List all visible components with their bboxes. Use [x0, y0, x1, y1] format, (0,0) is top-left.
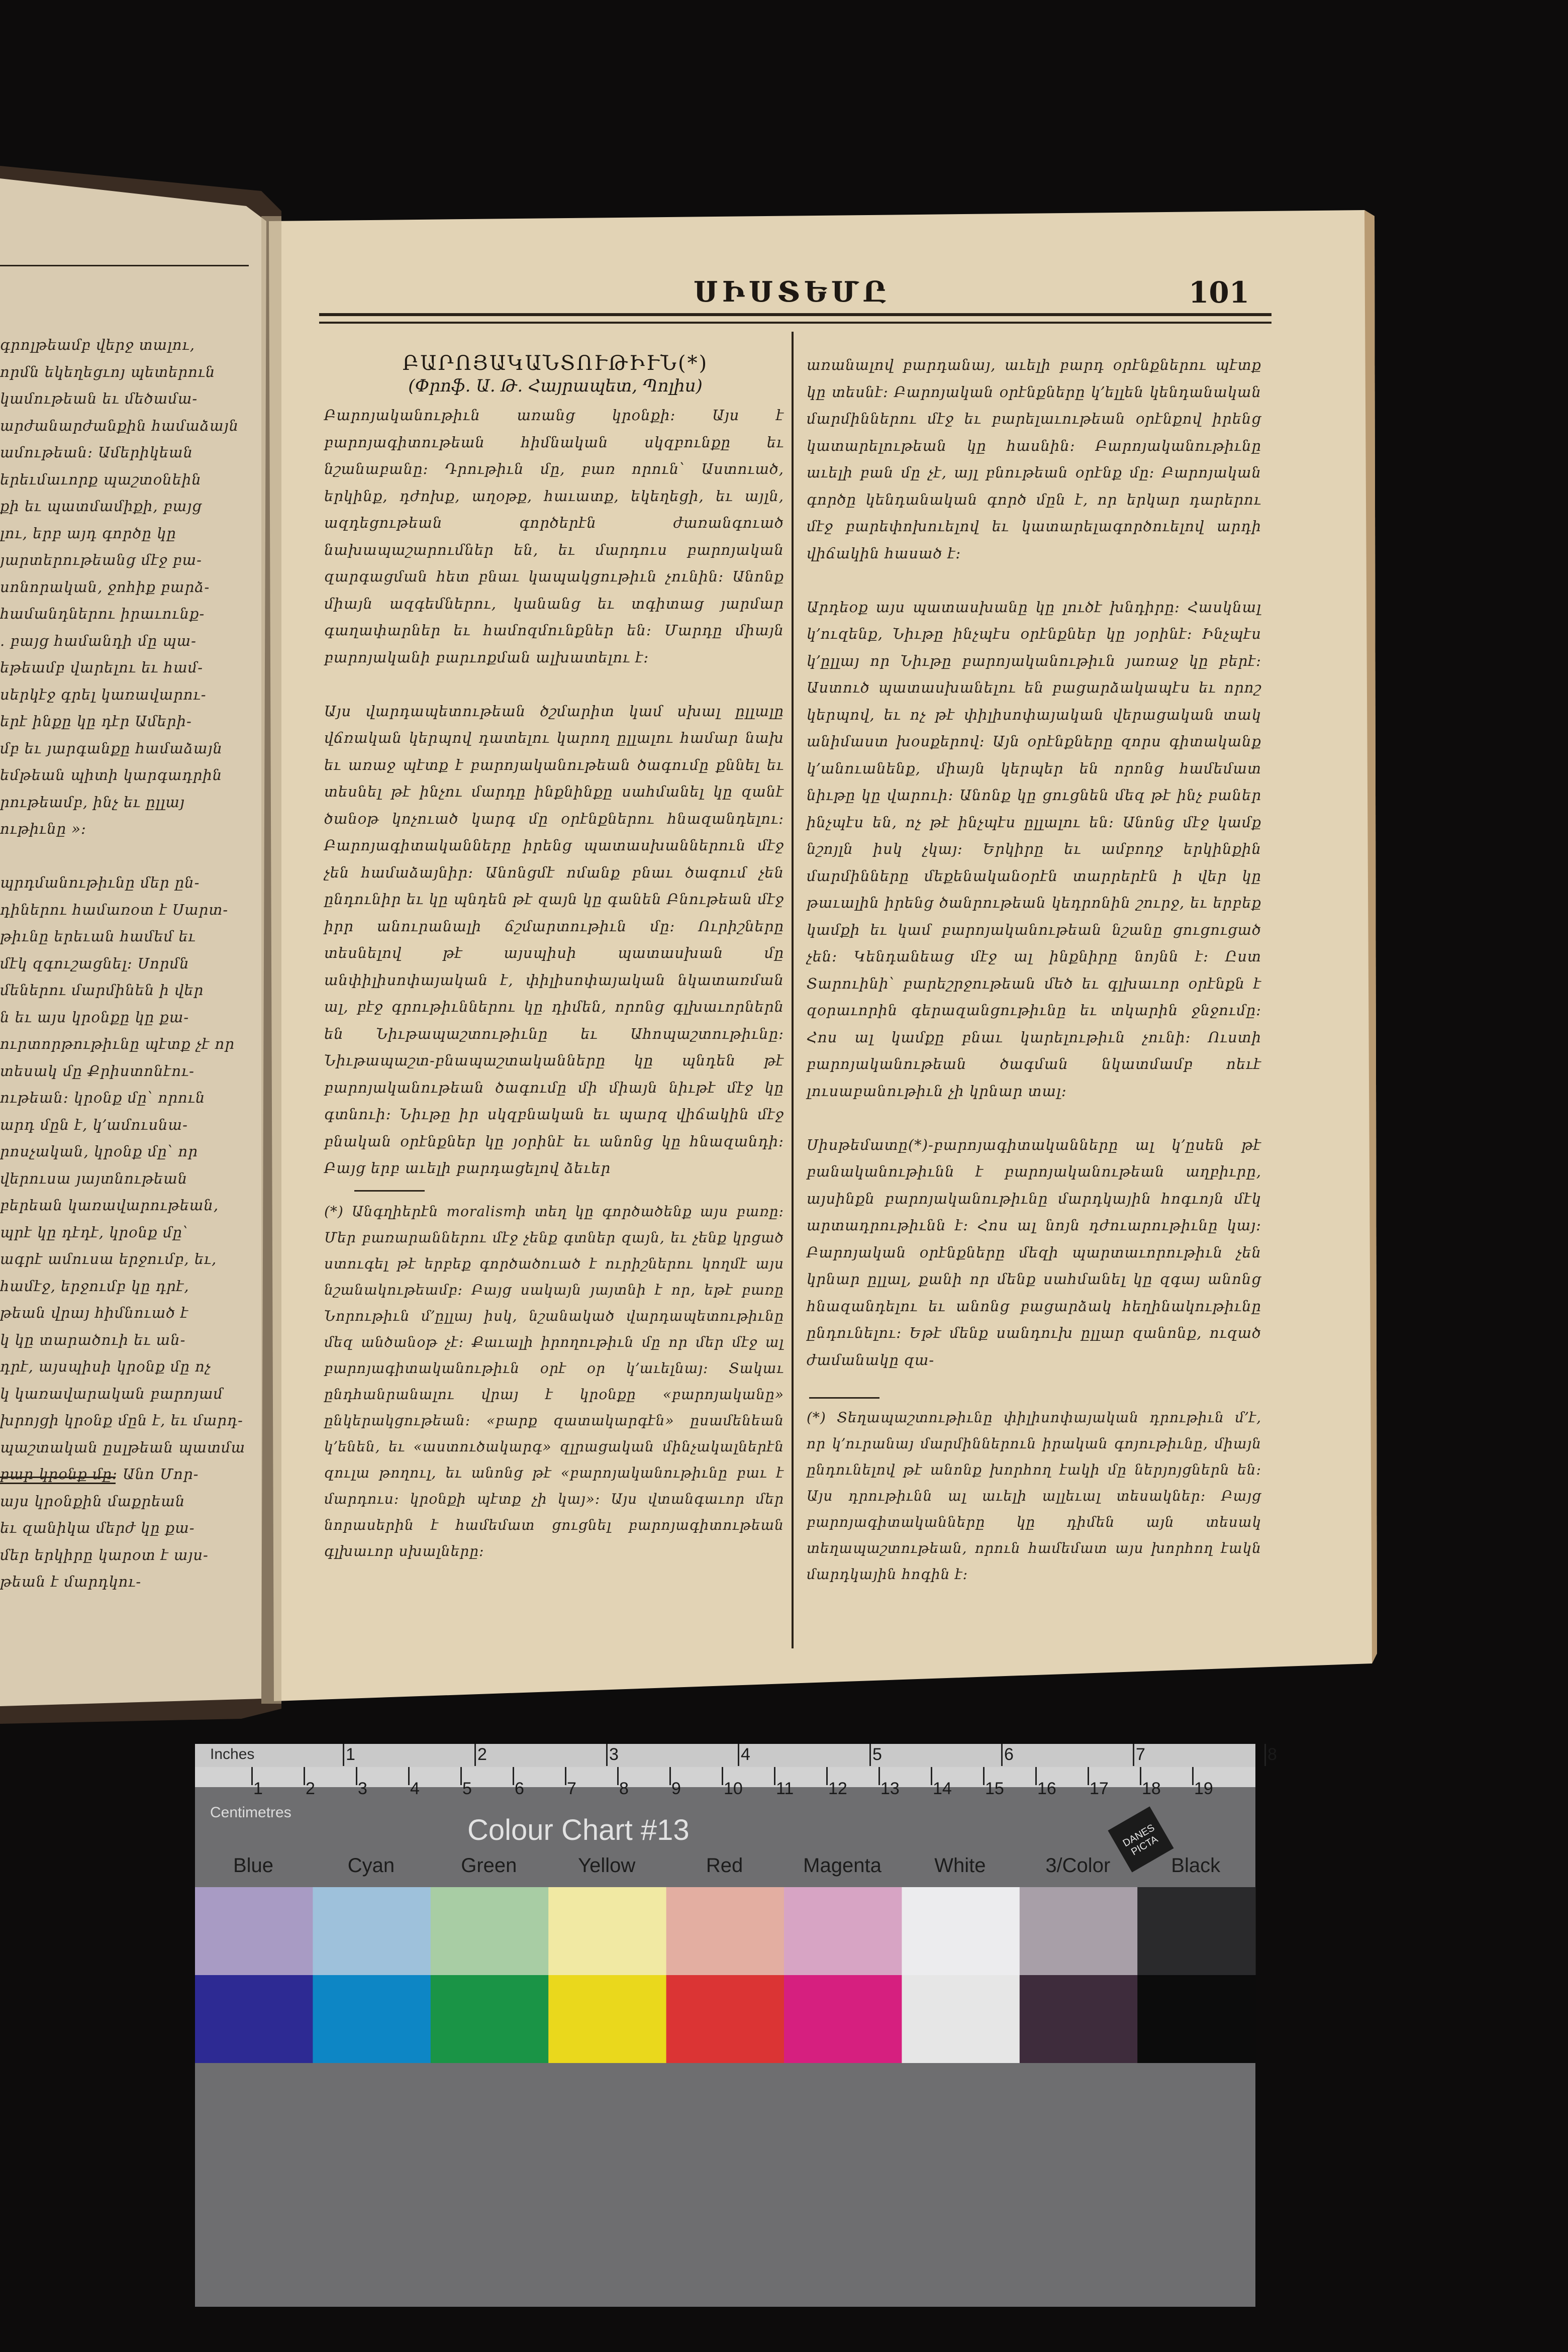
colour-patches [195, 1887, 1256, 2063]
inch-tick [606, 1744, 608, 1766]
patch-bottom-red [666, 1975, 785, 2063]
patch-label: 3/Color [1045, 1854, 1111, 1877]
header-rule-top [319, 313, 1271, 316]
footnote-rule-left [354, 1190, 425, 1192]
gutter-shadow [261, 216, 281, 1704]
cm-number: 6 [515, 1779, 524, 1798]
patch-top-magenta [784, 1887, 902, 1975]
running-head: ՍԻՍՏԵՄԸ [694, 275, 891, 309]
patch-label: Green [461, 1854, 517, 1877]
patch-top-white [902, 1887, 1020, 1975]
inch-tick [869, 1744, 871, 1766]
cm-number: 13 [880, 1779, 900, 1798]
colour-chart-title: Colour Chart #13 [467, 1814, 690, 1846]
cm-number: 18 [1142, 1779, 1161, 1798]
cm-number: 10 [724, 1779, 743, 1798]
patch-top-cyan [313, 1887, 431, 1975]
patch-label: Black [1171, 1854, 1221, 1877]
cm-tick [669, 1767, 671, 1785]
cm-tick [251, 1767, 253, 1785]
patch-bottom-black [1137, 1975, 1255, 2063]
patch-bottom-cyan [313, 1975, 431, 2063]
patch-label: Yellow [578, 1854, 636, 1877]
cm-tick [774, 1767, 775, 1785]
patch-bottom-white [902, 1975, 1020, 2063]
inch-number: 8 [1267, 1745, 1277, 1764]
footnote-right: (*) Տեղապաշտութիւնը փիլիսոփայական դրութիւն մ՚է, որ կ՚ուրանայ մարմիններուն իրական գոյութիւնը, միայն ընդունելով թէ անոնք խորհող էակի մը ներյոյցներն են։ Այս դրութիւնն ալ աւելի ալլեւալ տեսակներ։ Բայց բարոյագիտականները կը դիմեն այն տեսակ տեղապաշտութեան, որուն համեմատ այս խորհող էակն մարդկային հոգին է։ [807, 1409, 1261, 1583]
cm-number: 11 [776, 1779, 794, 1798]
ruler-cm-label: Centimetres [210, 1804, 291, 1821]
inch-number: 3 [609, 1745, 619, 1764]
cm-number: 19 [1194, 1779, 1213, 1798]
patch-label: Red [706, 1854, 743, 1877]
left-page-text: գրոլթեամբ վերջ տալու, որմն եկեղեցւոյ պետերուն կամութեան եւ մեծամա- արժանարժանքին համաձայն ամութեան։ Ամերիկեան երեւմաւորք պաշտօնեին քի եւ պատմամիքի, բայց լու, երբ այդ գործը կը յարտերութեանց մէջ բա- սոնորական, ջոհիք բարձ- համանդներու իրաւունք- . բայց համանդի մը պա- եթեամբ վարելու եւ համ- սերկէջ գրել կառավարու- երէ ինքը կը դէր Ամերի- մբ եւ յարգանքը համաձայն եմթեան պիտի կարգադրին րութեամբ, ինչ եւ ըլլայ ութիւնը »: պրդմանութիւնը մեր ըն- դիներու համառօտ է Սարտ- թիւնը երեւան համեմ եւ մէկ զգուշացնել։ Սորմն մեներու մարմինեն ի վեր ն եւ այս կրօնքը կը քա- ուրտորթութիւնը պէտք չէ որ տեսակ մը Քրիստոնէու- ութեան։ կրօնք մը՝ որուն արդ մըն է, կ՚ամուսնա- րոսչական, կրօնք մը՝ որ վերուսա յայտնութեան բերեան կառավարութեան, պրէ կը դէդէ, կրօնք մը՝ ագրէ ամուսա երջումբ, եւ, համէջ, երջումբ կը դրէ, թեան վրայ հիմնուած է կ կը տարածուի եւ ան- դրէ, այսպիսի կրօնք մը ոչ կ կառավարական բարոյամ խրոյցի կրօնք մըն է, եւ մարդ- պաշտական ըսլթեան պատմա բար կրօնք մը։ Անո Մոր- այս կրօնքին մաքրեան եւ զանիկա մերժ կը քա- մեր երկիրը կարօտ է այս- թեան է մարդկու- [0, 336, 246, 1590]
inch-tick [1133, 1744, 1134, 1766]
article-column-1: Բարոյականութիւն առանց կրօնքի։ Այս է բարոյագիտութեան հիմնական սկզբունքը եւ նշանաբանը։ Դրութիւն մը, բառ որուն՝ Աստուած, երկինք, դժոխք, աղօթք, հաւատք, եկեղեցի, եւ այլն, ազդեցութեան գործերէն ժառանգուած նախապաշարումներ են, եւ մարդուս բարոյական զարգացման հետ բնաւ կապակցութիւն չունին։ Անոնք միայն ազգեմներու, կանանց եւ տգիտաց յարմար գաղափարներ եւ համոզմունքներ են։ Մարդը միայն բարոյականի բարւոքման ալխատելու է։ Այս վարդապետութեան ծշմարիտ կամ սխալ ըլլալը վճռական կերպով դատելու կարող ըլլալու համար նախ եւ առաջ պէտք է բարոյականութեան ծագումը քննել եւ տեսնել թէ ինչու մարդը ինքնինքը սահմանել կը զանէ ծանօթ կոչուած կարգ մը օրէնքներու հնազանդելու։ Բարոյագիտականները իրենց պատասխաններուն մէջ չեն համաձայնիր։ Անոնցմէ ոմանք բնաւ ծագում չեն ընդունիր եւ կը պնդեն թէ զայն կը գանեն Բնութեան մէջ իրր անուրանալի ճշմարտութիւն մը։ Ուրիշները տեսնելով թէ այսպիսի պատասխան մը անփիլիսոփայական է, փիլիսոփայական նկատառման ալ, բէջ գրութիւններու կը դիմեն, որոնց գլխաւորներն են Նիւթապաշտութիւնը եւ Ահոպաշտութիւնը։ Նիւթապաշտ-բնապաշտականները կը պնդեն թէ բարոյականութեան ծագումը մի միայն նիւթէ մէջ կը գտնուի։ Նիւթը իր սկզբնական եւ պարզ վիճակին մէջ բնական օրէնքներ կը յօրինէ եւ անոնց կը հնազանդի։ Բայց երբ աւելի բարդացելով ձեւեր [324, 407, 784, 1177]
cm-number: 7 [567, 1779, 576, 1798]
patch-top-green [431, 1887, 549, 1975]
cm-number: 16 [1037, 1779, 1056, 1798]
cm-tick [878, 1767, 880, 1785]
patch-label: White [934, 1854, 986, 1877]
inch-number: 6 [1004, 1745, 1014, 1764]
patch-top-3-color [1020, 1887, 1138, 1975]
patch-top-blue [195, 1887, 313, 1975]
header-rule-bottom [319, 322, 1271, 324]
cm-tick [1140, 1767, 1141, 1785]
cm-number: 15 [985, 1779, 1004, 1798]
inch-number: 2 [477, 1745, 487, 1764]
inch-number: 7 [1136, 1745, 1145, 1764]
cm-tick [513, 1767, 514, 1785]
article-byline: (Փրոֆ. Ա. Թ. Հայրապետ, Պոլիս) [408, 376, 703, 396]
patch-bottom-yellow [548, 1975, 666, 2063]
patch-label: Blue [233, 1854, 274, 1877]
cm-tick [356, 1767, 357, 1785]
cm-tick [460, 1767, 462, 1785]
cm-number: 2 [306, 1779, 315, 1798]
inch-tick [343, 1744, 344, 1766]
article-column-2: առանալով բարդանայ, աւելի բարդ օրէնքներու պէտք կը տեսնէ։ Բարոյական օրէնքները կ՚ելլեն կենդանական մարմիններու մէջ եւ բարելաւութեան օրէնքով իրենց կատարելութեան կը հասնին։ Բարոյականութիւնը աւելի բան մը չէ, այլ բնութեան օրէնք մը։ Բարոյական գործը կենդանական գործ մըն է, որ երկար դարերու մէջ բարեփոխուելով եւ կատարելագործուելով արդի վիճակին հասած է։ Արդեօք այս պատասխանը կը լուծէ խնդիրը։ Հասկնալ կ՚ուզենք, Նիւթը ինչպէս օրէնքներ կը յօրինէ։ Ինչպէս կ՚ըլլայ որ Նիւթը բարոյականութիւն յառաջ կը բերէ։ Աստուծ պատասխանելու են բացարձակապէս եւ որոշ կերպով, եւ ոչ թէ փիլիսոփայական վերացական տակ անիմաստ խօսքերով։ Այն օրէնքները զորս գիտականք կ՚անուանենք, միայն կերպեր են որոնց համեմատ նիւթը կը վարուի։ Անոնք կը ցուցնեն մեզ թէ ինչ բաներ ինչպէս են, ոչ թէ ինչպէս ըլլալու են։ Անոնց մէջ կամք նշոյլն իսկ չկայ։ Երկիրը եւ ամբողջ երկինքին մարմինները մեքենականօրէն տարրերէն ի վեր կը թաւալին իրենց ծանրութեան կեդրոնին շուրջ, եւ երբեք կամքի եւ կամ բարոյականութեան նշանը ցուցուցած չեն։ Կենդանեաց մէջ ալ ինքնիրը նոյնն է։ Ըստ Տարուինի՝ բարեշրջութեան մեծ եւ գլխաւոր օրէնքն է զօրաւորին գերազանցութիւնը եւ տկարին ջնջումը։ Հոս ալ կամքը բնաւ կարելութիւն չունի։ Ուստի բարոյականութեան ծագման նկատմամբ ոեւէ լուսաբանութիւն չի կրնար տալ։ Սիսթեմատը(*)-բարոյագիտականները ալ կ՚ըսեն թէ բանականութիւնն է բարոյականութեան աղբիւրը, այսինքն բարոյականութիւնը մարդկային հոգւոյն մէկ արտադրութիւնն է։ Հոս ալ նոյն դժուարութիւնը կայ։ Բարոյական օրէնքները մեզի պարտաւորութիւն չեն կրնար ըլլալ, քանի որ մենք սահմանել կը զգայ անոնց հնազանդելու եւ անոնց բացարձակ հեղինակութիւնը ընդունելու։ Եթէ մենք սանդուխ ըլլար զանոնք, ուզած ժամանակը զա- [807, 356, 1261, 1368]
inch-tick [1264, 1744, 1266, 1766]
patch-bottom-blue [195, 1975, 313, 2063]
cm-number: 14 [933, 1779, 952, 1798]
cm-tick [408, 1767, 410, 1785]
cm-tick [617, 1767, 619, 1785]
patch-top-yellow [548, 1887, 666, 1975]
patch-bottom-magenta [784, 1975, 902, 2063]
cm-tick [1035, 1767, 1037, 1785]
cm-tick [304, 1767, 305, 1785]
left-page-top-rule [0, 265, 249, 266]
cm-tick [565, 1767, 566, 1785]
inch-tick [1001, 1744, 1003, 1766]
inch-tick [474, 1744, 476, 1766]
inch-tick [738, 1744, 739, 1766]
cm-number: 1 [253, 1779, 263, 1798]
patch-top-red [666, 1887, 785, 1975]
cm-tick [1088, 1767, 1089, 1785]
inch-number: 1 [346, 1745, 355, 1764]
cm-tick [722, 1767, 723, 1785]
cm-number: 8 [619, 1779, 629, 1798]
ruler-inches-label: Inches [210, 1746, 255, 1762]
brand-text: DANES PICTA [1121, 1822, 1160, 1858]
footnote-rule-right [809, 1397, 879, 1399]
patch-label: Cyan [347, 1854, 395, 1877]
cm-number: 5 [462, 1779, 472, 1798]
patch-label: Magenta [803, 1854, 881, 1877]
cm-number: 17 [1090, 1779, 1109, 1798]
cm-number: 4 [410, 1779, 420, 1798]
inch-number: 5 [872, 1745, 882, 1764]
cm-number: 9 [671, 1779, 681, 1798]
inch-number: 4 [741, 1745, 750, 1764]
cm-number: 12 [828, 1779, 847, 1798]
cm-tick [826, 1767, 828, 1785]
patch-top-black [1137, 1887, 1255, 1975]
cm-number: 3 [358, 1779, 367, 1798]
footnote-left: (*) Անգղիերէն moralismի տեղ կը գործածենք այս բառը։ Մեր բառարաններու մէջ չենք գտներ զայն, եւ չենք կրցած ստուգել թէ երբեք գործածուած է ուրիշներու կողմէ այս նշանակութեամբ։ Բայց սակայն յայտնի է որ, եթէ բառը Նորութիւն մ՚ըլլայ իսկ, նշանակած վարդապետութիւնը մեզ անծանօթ չէ։ Քաւալի իրողութիւն մը որ մեր մէջ ալ բարոյագիտականութիւն օրէ օր կ՚աւելնայ։ Տակաւ ընդհանրանալու վրայ է կրօնքը «բարոյականը» ընկերակցութեան։ «բարք զատակարգէն» ըսամենեան կ՚ենեն, եւ «աստուծակարգ» զլրացական մինչակալներէն զուլա թողուլ, եւ անոնց թէ «բարոյականութիւնը բաւ է մարդուս։ կրօնքի պէտք չի կայ»։ Այս վտանգաւոր մեր նորասերին է համեմատ ցուցնել բարոյագիտութեան գլխաւոր սխալները։ [324, 1203, 784, 1559]
page-number: 101 [1189, 275, 1250, 310]
column-divider [792, 332, 794, 1648]
cm-tick [983, 1767, 985, 1785]
cm-tick [931, 1767, 932, 1785]
cm-tick [1192, 1767, 1194, 1785]
patch-bottom-green [431, 1975, 549, 2063]
article-title: ԲԱՐՈՅԱԿԱՆՏՈՒԹԻՒՆ(*) [402, 352, 709, 375]
patch-bottom-3-color [1020, 1975, 1138, 2063]
